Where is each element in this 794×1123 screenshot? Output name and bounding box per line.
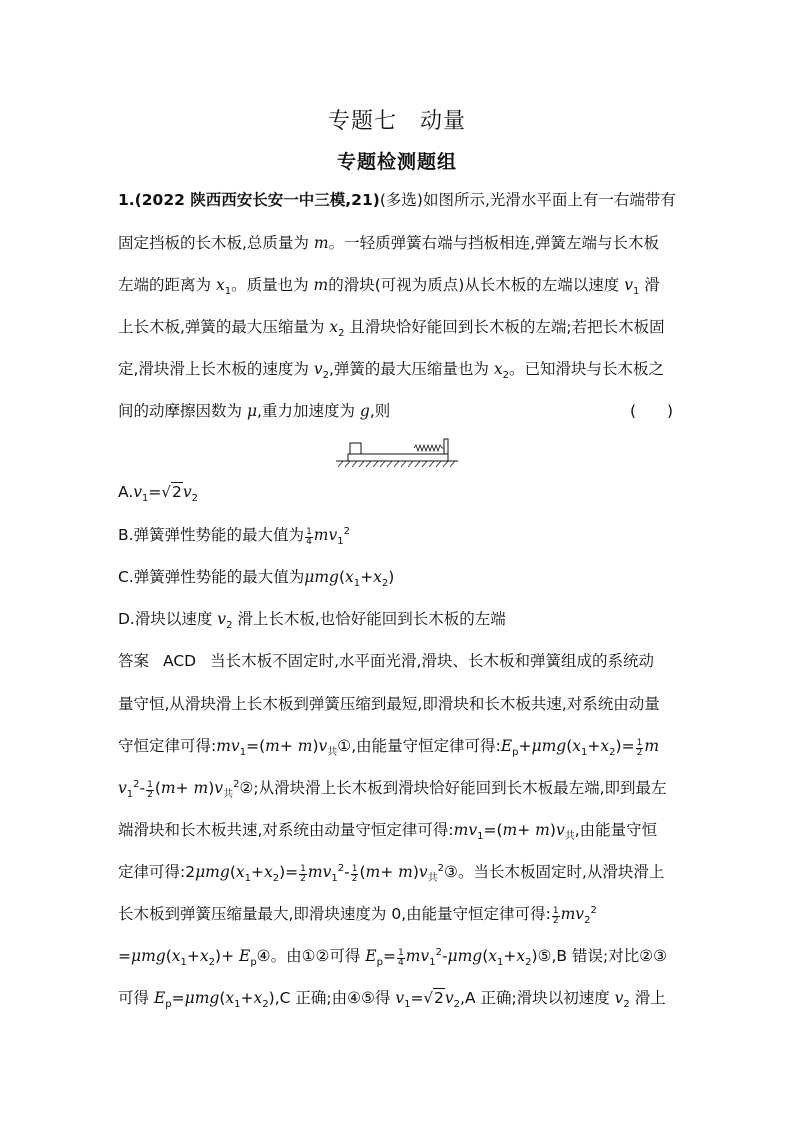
option-b: B.弹簧弹性势能的最大值为 $\frac{1}{4}$ $mv_1^2$ [118, 525, 351, 548]
option-a: $A.v_1=√2v_2$ [118, 483, 198, 505]
long-board [348, 454, 448, 461]
answer-line-5: 端滑块和长木板共速,对系统由动量守恒定律可得$:mv_1=(m+ m)v_共$,由能量守恒 [118, 821, 658, 843]
answer-line-8: $=\mu mg(x_1+x_2)+$ $E_p④$。由①②可得 $E_p=$ $\frac{1}{4}$ $mv_1^2-\mu mg(x_1+x_2)⑤,B$ 错误;对比②③ [118, 946, 668, 969]
question-type: (多选) [379, 191, 423, 209]
slider-block [350, 443, 361, 454]
question-line-3: 左端的距离为 $x_1$。质量也为 m的滑块(可视为质点)从长木板的左端以速度 $v_1$ 滑 [118, 276, 660, 298]
answer-value: ACD [163, 652, 197, 670]
answer-line-2: 量守恒,从滑块滑上长木板到弹簧压缩到最短,即滑块和长木板共速,对系统由动量 [118, 695, 660, 713]
option-d: D.滑块以速度 $v_2$ 滑上长木板,也恰好能回到长木板的左端 [118, 610, 506, 632]
answer-line-9: 可得 $E_p=\mu mg(x_1+x_2),C$ 正确;由④⑤得 $v_1=√2v_2,A$ 正确;滑块以初速度 $v_2$ 滑上 [118, 989, 666, 1011]
question-line-6: 间的动摩擦因数为 μ,重力加速度为 g,则 ( ) [118, 402, 674, 420]
ground [336, 461, 458, 467]
question-line-5: 定,滑块滑上长木板的速度为 $v_2$,弹簧的最大压缩量也为 $x_2$。已知滑块与长木板之 [118, 360, 664, 382]
spring [414, 445, 444, 451]
question-line-4: 上长木板,弹簧的最大压缩量为 $x_2$ 且滑块恰好能回到长木板的左端;若把长木板固 [118, 318, 665, 340]
answer-line-4: $v_1^2-$ $\frac{1}{2}$ $(m+ m)v_共^2②$;从滑块滑上长木板到滑块恰好能回到长木板最左端,即到最左 [118, 778, 667, 801]
answer-line-6: 定律可得$:2\mu mg(x_1+x_2)=$ $\frac{1}{2}$ $mv_1^2-$ $\frac{1}{2}$ $(m+ m)v_共^2③$。当长木板固定时,从滑块滑上 [118, 862, 665, 885]
answer-label: 答案 [118, 652, 150, 670]
answer-line-1: 答案 ACD 当长木板不固定时,水平面光滑,滑块、长木板和弹簧组成的系统动 [118, 652, 654, 670]
question-line-2: 固定挡板的长木板,总质量为 m。一轻质弹簧右端与挡板相连,弹簧左端与长木板 [118, 234, 659, 252]
section-subtitle: 专题检测题组 [336, 151, 457, 173]
answer-bracket: ( ) [630, 402, 674, 420]
question-line-1: 1.(2022 陕西西安长安一中三模,21)(多选)如图所示,光滑水平面上有一右端带有 [118, 191, 676, 209]
stop-plate [444, 439, 448, 454]
question-number-source: 1.(2022 陕西西安长安一中三模,21) [118, 191, 380, 209]
spring-board-diagram [334, 434, 460, 468]
answer-line-3: 守恒定律可得$:mv_1=(m+$ $m)v_共①$,由能量守恒定律可得$:E_p+\mu mg(x_1+x_2)=$ $\frac{1}{2}$ m [118, 737, 660, 759]
answer-line-7: 长木板到弹簧压缩量最大,即滑块速度为 0,由能量守恒定律可得: $\frac{1}{2}$ $mv_2^2$ [118, 904, 597, 927]
option-c: C.弹簧弹性势能的最大值为$\mu mg(x_1+x_2)$ [118, 568, 395, 590]
chapter-title: 专题七 动量 [327, 109, 466, 134]
